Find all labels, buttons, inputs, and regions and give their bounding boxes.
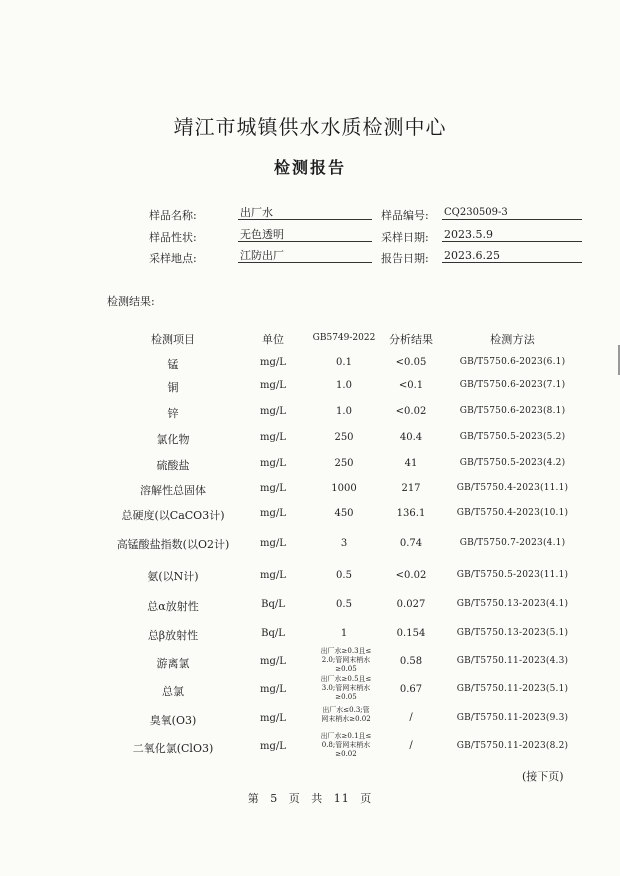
row-method: GB/T5750.6-2023(6.1) — [459, 357, 566, 367]
row-item: 二氧化氯(ClO3) — [132, 742, 214, 755]
row-method: GB/T5750.13-2023(4.1) — [456, 599, 569, 609]
sample-no-value: CQ230509-3 — [442, 206, 582, 220]
standard-line: 出厂水≥0.3且≤ — [320, 647, 372, 655]
standard-line: 出厂水≥0.5且≤ — [320, 675, 372, 683]
row-item: 总氯 — [162, 685, 184, 698]
row-unit: mg/L — [260, 458, 286, 469]
row-method: GB/T5750.11-2023(8.2) — [456, 741, 569, 751]
row-item: 高锰酸盐指数(以O2计) — [116, 538, 230, 551]
row-result: 136.1 — [396, 508, 426, 519]
row-item: 锰 — [167, 358, 179, 371]
standard-line: ≥0.05 — [335, 693, 357, 701]
sample-state-value: 无色透明 — [238, 228, 372, 242]
continued-note: (接下页) — [522, 770, 564, 783]
standard-line: 0.8;管网末梢水 — [321, 741, 371, 749]
row-result: 0.67 — [399, 684, 423, 695]
row-standard: 1.0 — [336, 406, 352, 417]
footer-prefix: 第 — [247, 792, 260, 805]
row-item: 锌 — [167, 407, 179, 420]
row-unit: mg/L — [260, 483, 286, 494]
row-standard: 250 — [334, 432, 354, 443]
row-item: 溶解性总固体 — [140, 484, 206, 497]
row-standard — [311, 675, 381, 702]
row-item: 铜 — [167, 381, 179, 394]
row-result: <0.02 — [395, 570, 427, 581]
row-standard: 0.5 — [336, 599, 352, 610]
row-method: GB/T5750.11-2023(4.3) — [456, 656, 569, 666]
row-standard — [311, 732, 381, 759]
row-unit: mg/L — [260, 432, 286, 443]
row-method: GB/T5750.11-2023(9.3) — [456, 713, 569, 723]
results-label: 检测结果: — [107, 295, 155, 308]
row-item: 氯化物 — [156, 433, 190, 446]
row-standard: 250 — [334, 458, 354, 469]
sample-name-label: 样品名称: — [149, 209, 197, 222]
row-standard: 0.5 — [336, 570, 352, 581]
row-item: 总β放射性 — [147, 629, 199, 642]
row-standard: 1 — [340, 628, 348, 639]
footer-total-suffix: 页 — [360, 792, 373, 805]
location-label: 采样地点: — [149, 252, 197, 265]
row-method: GB/T5750.5-2023(11.1) — [456, 570, 569, 580]
row-standard: 450 — [334, 508, 354, 519]
row-standard: 3 — [340, 538, 348, 549]
row-item: 总α放射性 — [147, 600, 199, 613]
standard-line: 3.0;管网末梢水 — [321, 684, 371, 692]
row-unit: Bq/L — [261, 628, 285, 639]
report-date-label: 报告日期: — [381, 252, 429, 265]
row-unit: mg/L — [260, 570, 286, 581]
sampling-date-label: 采样日期: — [381, 231, 429, 244]
row-unit: mg/L — [260, 538, 286, 549]
sample-name-value: 出厂水 — [238, 206, 372, 220]
header-result: 分析结果 — [389, 333, 433, 346]
header-unit: 单位 — [262, 333, 284, 346]
report-title: 检测报告 — [273, 158, 346, 177]
row-result: 217 — [401, 483, 421, 494]
row-unit: mg/L — [260, 380, 286, 391]
row-result: 0.154 — [396, 628, 426, 639]
row-method: GB/T5750.4-2023(10.1) — [456, 508, 569, 518]
header-item: 检测项目 — [151, 333, 195, 346]
row-result: <0.05 — [395, 357, 427, 368]
organization-title: 靖江市城镇供水水质检测中心 — [173, 115, 447, 139]
row-result: 41 — [404, 458, 418, 469]
standard-line: 2.0;管网末梢水 — [321, 656, 371, 664]
row-item: 臭氧(O3) — [149, 714, 197, 727]
row-item: 总硬度(以CaCO3计) — [121, 509, 225, 522]
sample-no-label: 样品编号: — [381, 209, 429, 222]
standard-line: 网末梢水≥0.02 — [321, 715, 371, 723]
row-method: GB/T5750.4-2023(11.1) — [456, 483, 569, 493]
row-unit: mg/L — [260, 713, 286, 724]
standard-line: 出厂水≤0.3;管 — [322, 706, 370, 714]
row-unit: mg/L — [260, 508, 286, 519]
row-result: / — [409, 712, 413, 723]
row-method: GB/T5750.6-2023(8.1) — [459, 406, 566, 416]
row-method: GB/T5750.13-2023(5.1) — [456, 628, 569, 638]
sample-state-label: 样品性状: — [149, 231, 197, 244]
row-unit: mg/L — [260, 406, 286, 417]
row-result: 0.027 — [396, 599, 426, 610]
footer-page-word: 页 — [288, 792, 301, 805]
header-standard: GB5749-2022 — [312, 333, 376, 343]
row-standard — [311, 706, 381, 726]
row-result: <0.02 — [395, 406, 427, 417]
row-method: GB/T5750.5-2023(4.2) — [459, 458, 566, 468]
row-result: <0.1 — [398, 380, 424, 391]
row-method: GB/T5750.7-2023(4.1) — [459, 538, 566, 548]
row-standard: 0.1 — [336, 357, 352, 368]
row-item: 硫酸盐 — [156, 459, 190, 472]
row-result: / — [409, 740, 413, 751]
row-unit: mg/L — [260, 656, 286, 667]
row-method: GB/T5750.6-2023(7.1) — [459, 380, 566, 390]
row-unit: mg/L — [260, 684, 286, 695]
row-standard: 1000 — [331, 483, 357, 494]
location-value: 江防出厂 — [238, 249, 372, 263]
row-item: 氨(以N计) — [147, 570, 199, 583]
page-number: 5 — [270, 792, 279, 805]
row-unit: mg/L — [260, 357, 286, 368]
total-pages: 11 — [333, 792, 350, 805]
standard-line: ≥0.05 — [335, 665, 357, 673]
report-date-value: 2023.6.25 — [442, 249, 582, 263]
row-standard: 1.0 — [336, 380, 352, 391]
row-result: 0.58 — [399, 656, 423, 667]
row-standard — [311, 647, 381, 674]
row-method: GB/T5750.5-2023(5.2) — [459, 432, 566, 442]
page-footer — [0, 790, 620, 806]
header-method: 检测方法 — [490, 333, 535, 346]
footer-total-word: 共 — [311, 792, 324, 805]
row-method: GB/T5750.11-2023(5.1) — [456, 684, 569, 694]
row-item: 游离氯 — [156, 657, 190, 670]
row-result: 0.74 — [399, 538, 423, 549]
standard-line: 出厂水≥0.1且≤ — [320, 732, 372, 740]
row-unit: mg/L — [260, 741, 286, 752]
row-unit: Bq/L — [261, 599, 285, 610]
row-result: 40.4 — [399, 432, 423, 443]
sampling-date-value: 2023.5.9 — [442, 228, 582, 242]
standard-line: ≥0.02 — [335, 750, 357, 758]
